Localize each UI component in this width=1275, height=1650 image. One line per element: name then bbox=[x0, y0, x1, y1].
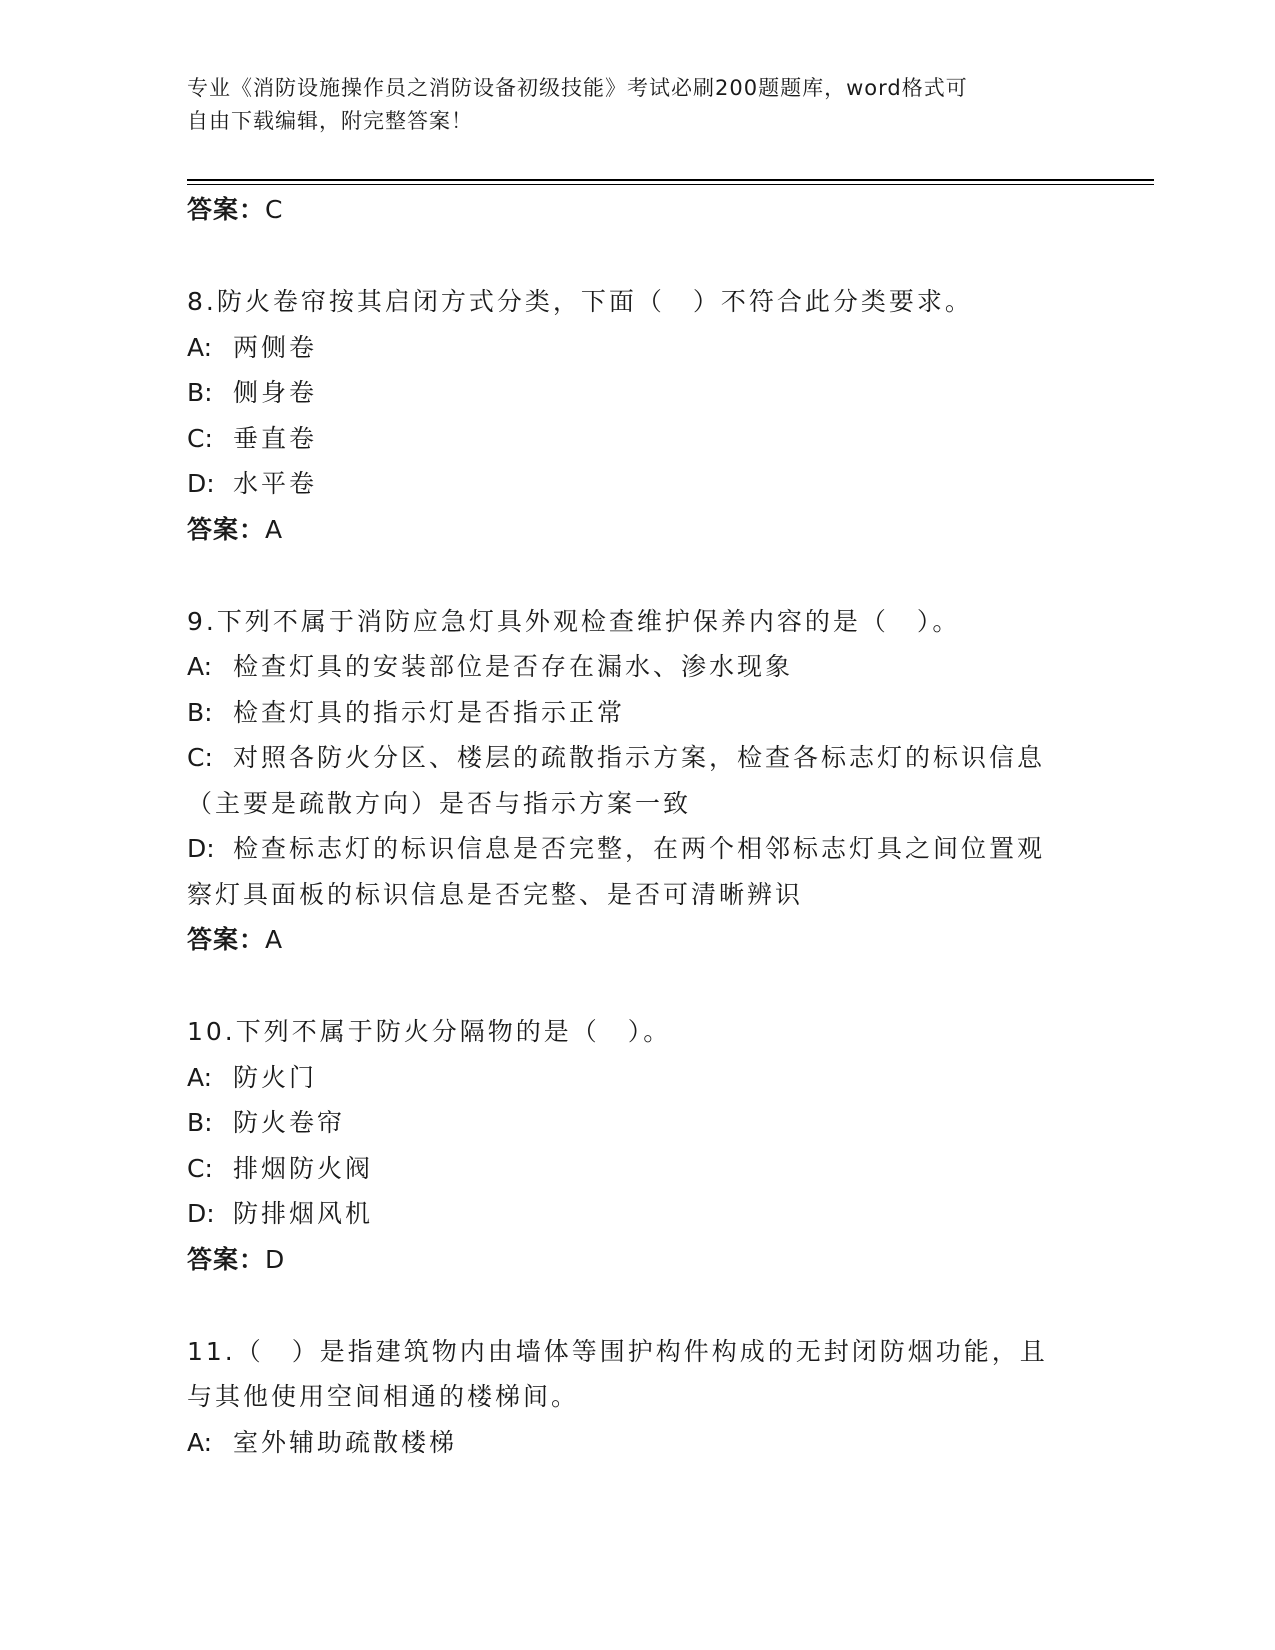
option-text: 察灯具面板的标识信息是否完整、是否可清晰辨识 bbox=[187, 879, 804, 909]
answer-label: 答案： bbox=[187, 925, 266, 954]
option-letter: D: bbox=[187, 1199, 215, 1228]
header-line-1: 专业《消防设施操作员之消防设备初级技能》考试必刷200题题库，word格式可 bbox=[187, 76, 968, 100]
option-letter: B: bbox=[187, 697, 213, 727]
answer-row bbox=[187, 917, 1087, 962]
option-line bbox=[187, 325, 1087, 371]
option-text: 检查灯具的安装部位是否存在漏水、渗水现象 bbox=[233, 652, 794, 681]
answer-row bbox=[187, 187, 1087, 232]
question-list bbox=[187, 187, 1087, 1465]
option-letter: D: bbox=[187, 469, 215, 498]
option-letter: A: bbox=[187, 332, 213, 362]
header-rule-thick bbox=[187, 179, 1154, 181]
answer-row bbox=[187, 507, 1087, 552]
spacer bbox=[187, 232, 1087, 279]
option-line bbox=[187, 1055, 1087, 1101]
option-line bbox=[187, 1191, 1087, 1237]
option-text: （主要是疏散方向）是否与指示方案一致 bbox=[187, 788, 692, 818]
option-line bbox=[187, 461, 1087, 507]
option-text: 两侧卷 bbox=[233, 332, 318, 362]
option-text: 防火卷帘 bbox=[233, 1108, 346, 1137]
answer-value: D bbox=[265, 1244, 286, 1274]
question-text: 11.（ ）是指建筑物内由墙体等围护构件构成的无封闭防烟功能，且 bbox=[187, 1336, 1048, 1366]
option-line bbox=[187, 644, 1087, 690]
question-block bbox=[187, 599, 1087, 963]
option-line bbox=[187, 1420, 1087, 1466]
option-text: 排烟防火阀 bbox=[233, 1153, 374, 1183]
option-text: 防火门 bbox=[233, 1062, 318, 1092]
option-letter: C: bbox=[187, 423, 213, 453]
spacer bbox=[187, 962, 1087, 1009]
option-text: 防排烟风机 bbox=[233, 1199, 374, 1228]
option-text: 检查标志灯的标识信息是否完整，在两个相邻标志灯具之间位置观 bbox=[233, 834, 1046, 863]
option-letter: C: bbox=[187, 1153, 213, 1183]
question-text: 9.下列不属于消防应急灯具外观检查维护保养内容的是（ ）。 bbox=[187, 606, 961, 636]
option-line bbox=[187, 872, 1087, 918]
answer-value: C bbox=[265, 195, 284, 224]
question-text: 8.防火卷帘按其启闭方式分类，下面（ ）不符合此分类要求。 bbox=[187, 287, 973, 316]
question-block bbox=[187, 1329, 1087, 1466]
option-line bbox=[187, 416, 1087, 462]
option-line bbox=[187, 826, 1087, 872]
option-letter: C: bbox=[187, 743, 213, 772]
option-text: 垂直卷 bbox=[233, 423, 318, 453]
option-letter: B: bbox=[187, 1108, 213, 1137]
option-line bbox=[187, 370, 1087, 416]
option-letter: D: bbox=[187, 834, 215, 863]
spacer bbox=[187, 552, 1087, 599]
option-letter: A: bbox=[187, 1427, 213, 1457]
question-text: 与其他使用空间相通的楼梯间。 bbox=[187, 1382, 580, 1411]
answer-value: A bbox=[265, 514, 284, 544]
option-text: 室外辅助疏散楼梯 bbox=[233, 1427, 458, 1457]
header-line-2: 自由下载编辑，附完整答案！ bbox=[187, 109, 473, 133]
answer-row bbox=[187, 1237, 1087, 1282]
option-line bbox=[187, 781, 1087, 827]
option-text: 水平卷 bbox=[233, 469, 318, 498]
option-letter: A: bbox=[187, 652, 213, 681]
option-letter: B: bbox=[187, 378, 213, 407]
option-line bbox=[187, 1146, 1087, 1192]
option-line bbox=[187, 1100, 1087, 1146]
option-line bbox=[187, 690, 1087, 736]
document-header bbox=[187, 72, 1087, 138]
answer-value: A bbox=[265, 925, 284, 954]
question-block bbox=[187, 1009, 1087, 1282]
option-line bbox=[187, 735, 1087, 781]
option-text: 对照各防火分区、楼层的疏散指示方案，检查各标志灯的标识信息 bbox=[233, 743, 1046, 772]
option-text: 检查灯具的指示灯是否指示正常 bbox=[233, 697, 626, 727]
spacer bbox=[187, 1282, 1087, 1329]
question-text: 10.下列不属于防火分隔物的是（ ）。 bbox=[187, 1017, 672, 1046]
option-letter: A: bbox=[187, 1062, 213, 1092]
question-block bbox=[187, 279, 1087, 552]
answer-label: 答案： bbox=[187, 195, 266, 224]
answer-label: 答案： bbox=[187, 1244, 266, 1274]
option-text: 侧身卷 bbox=[233, 378, 318, 407]
answer-label: 答案： bbox=[187, 514, 266, 544]
header-rule-thin bbox=[187, 184, 1154, 185]
